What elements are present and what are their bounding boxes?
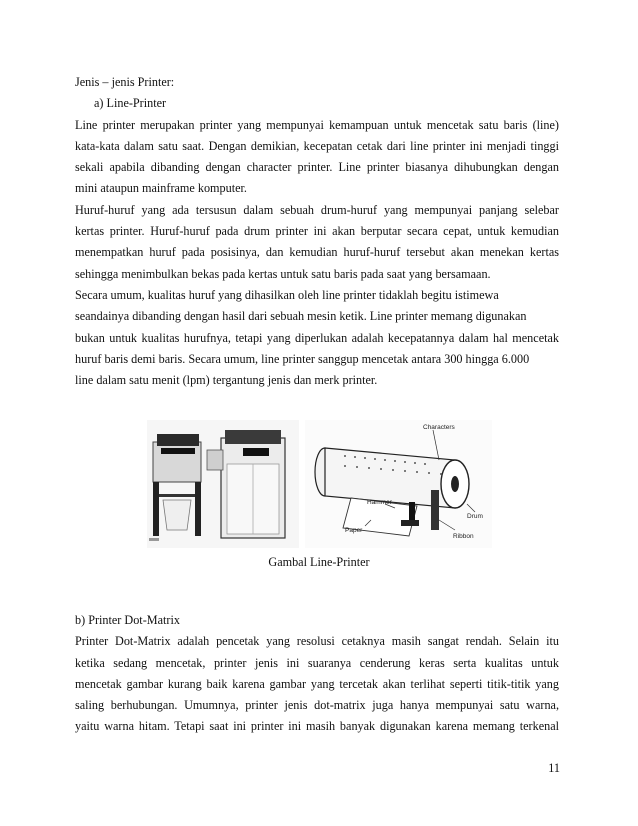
figure-caption: Gambal Line-Printer xyxy=(268,555,370,569)
page-number: 11 xyxy=(548,761,560,775)
paragraph-line: sehingga menimbulkan bekas pada kertas untuk satu baris pada saat yang bersamaan. xyxy=(75,266,491,281)
subsection-heading: a) Line-Printer xyxy=(94,96,167,111)
label-ribbon: Ribbon xyxy=(453,533,474,540)
paragraph-line: mini ataupun mainframe komputer. xyxy=(75,181,247,196)
line-printer-figure xyxy=(147,420,492,548)
section-b-title: b) Printer Dot-Matrix xyxy=(75,613,180,627)
paragraph-line: Printer Dot-Matrix adalah pencetak yang resolusi cetaknya masih sangat rendah. Selain itu xyxy=(75,634,559,649)
paragraph-line: kata-kata dalam satu saat. Dengan demikian, kecepatan cetak dari line printer ini menjadi tinggi xyxy=(75,138,559,153)
dot-matrix-section xyxy=(75,610,559,738)
paragraph-line: mencetak gambar kurang baik karena gambar yang tercetak akan terlihat seperti titik-titik yang xyxy=(75,676,559,691)
paragraph-line: ketika sedang mencetak, printer jenis ini suaranya cenderung keras serta kualitas untuk xyxy=(75,655,559,670)
paragraph-line: seandainya dibanding dengan hasil dari sebuah mesin ketik. Line printer memang digunakan xyxy=(75,309,527,324)
paragraph-line: saling berhubungan. Umumnya, printer jenis dot-matrix juga hanya mempunyai satu warna, xyxy=(75,698,559,713)
paragraph-line: kertas printer. Huruf-huruf pada drum printer ini akan berputar secara cepat, untuk kemudian xyxy=(75,224,559,239)
paragraph-line: bukan untuk kualitas hurufnya, tetapi yang diperlukan adalah kecepatannya dalam hal mencetak xyxy=(75,330,559,345)
paragraph-line: yaitu warna hitam. Tetapi saat ini printer ini masih banyak digunakan karena memang terkenal xyxy=(75,719,559,734)
paragraph-line: Line printer merupakan printer yang mempunyai kemampuan untuk mencetak satu baris (line) xyxy=(75,117,559,132)
label-drum: Drum xyxy=(467,513,483,520)
label-paper: Paper xyxy=(345,527,363,534)
paragraph-line: line dalam satu menit (lpm) tergantung jenis dan merk printer. xyxy=(75,373,378,388)
section-heading: Jenis – jenis Printer: xyxy=(75,75,175,89)
paragraph-line: menempatkan huruf pada posisinya, dan kemudian huruf-huruf tersebut akan menekan kertas xyxy=(75,245,559,260)
line-printer-photo xyxy=(147,420,299,548)
paragraph-line: sekali apabila dibanding dengan character printer. Line printer biasanya dihubungkan dengan xyxy=(75,160,559,175)
line-printer-section xyxy=(75,72,559,391)
drum-printer-diagram xyxy=(305,420,492,548)
label-characters: Characters xyxy=(423,424,455,431)
line-printer-photo-illustration xyxy=(147,420,299,548)
label-hammer: Hammer xyxy=(367,499,392,506)
paragraph-line: Huruf-huruf yang ada tersusun dalam sebuah drum-huruf yang mempunyai panjang selebar xyxy=(75,202,559,217)
paragraph-line: huruf baris demi baris. Secara umum, line printer sanggup mencetak antara 300 hingga 6.000 xyxy=(75,351,530,366)
paragraph-line: Secara umum, kualitas huruf yang dihasilkan oleh line printer tidaklah begitu istimewa xyxy=(75,287,499,302)
drum-diagram-illustration xyxy=(305,420,492,548)
